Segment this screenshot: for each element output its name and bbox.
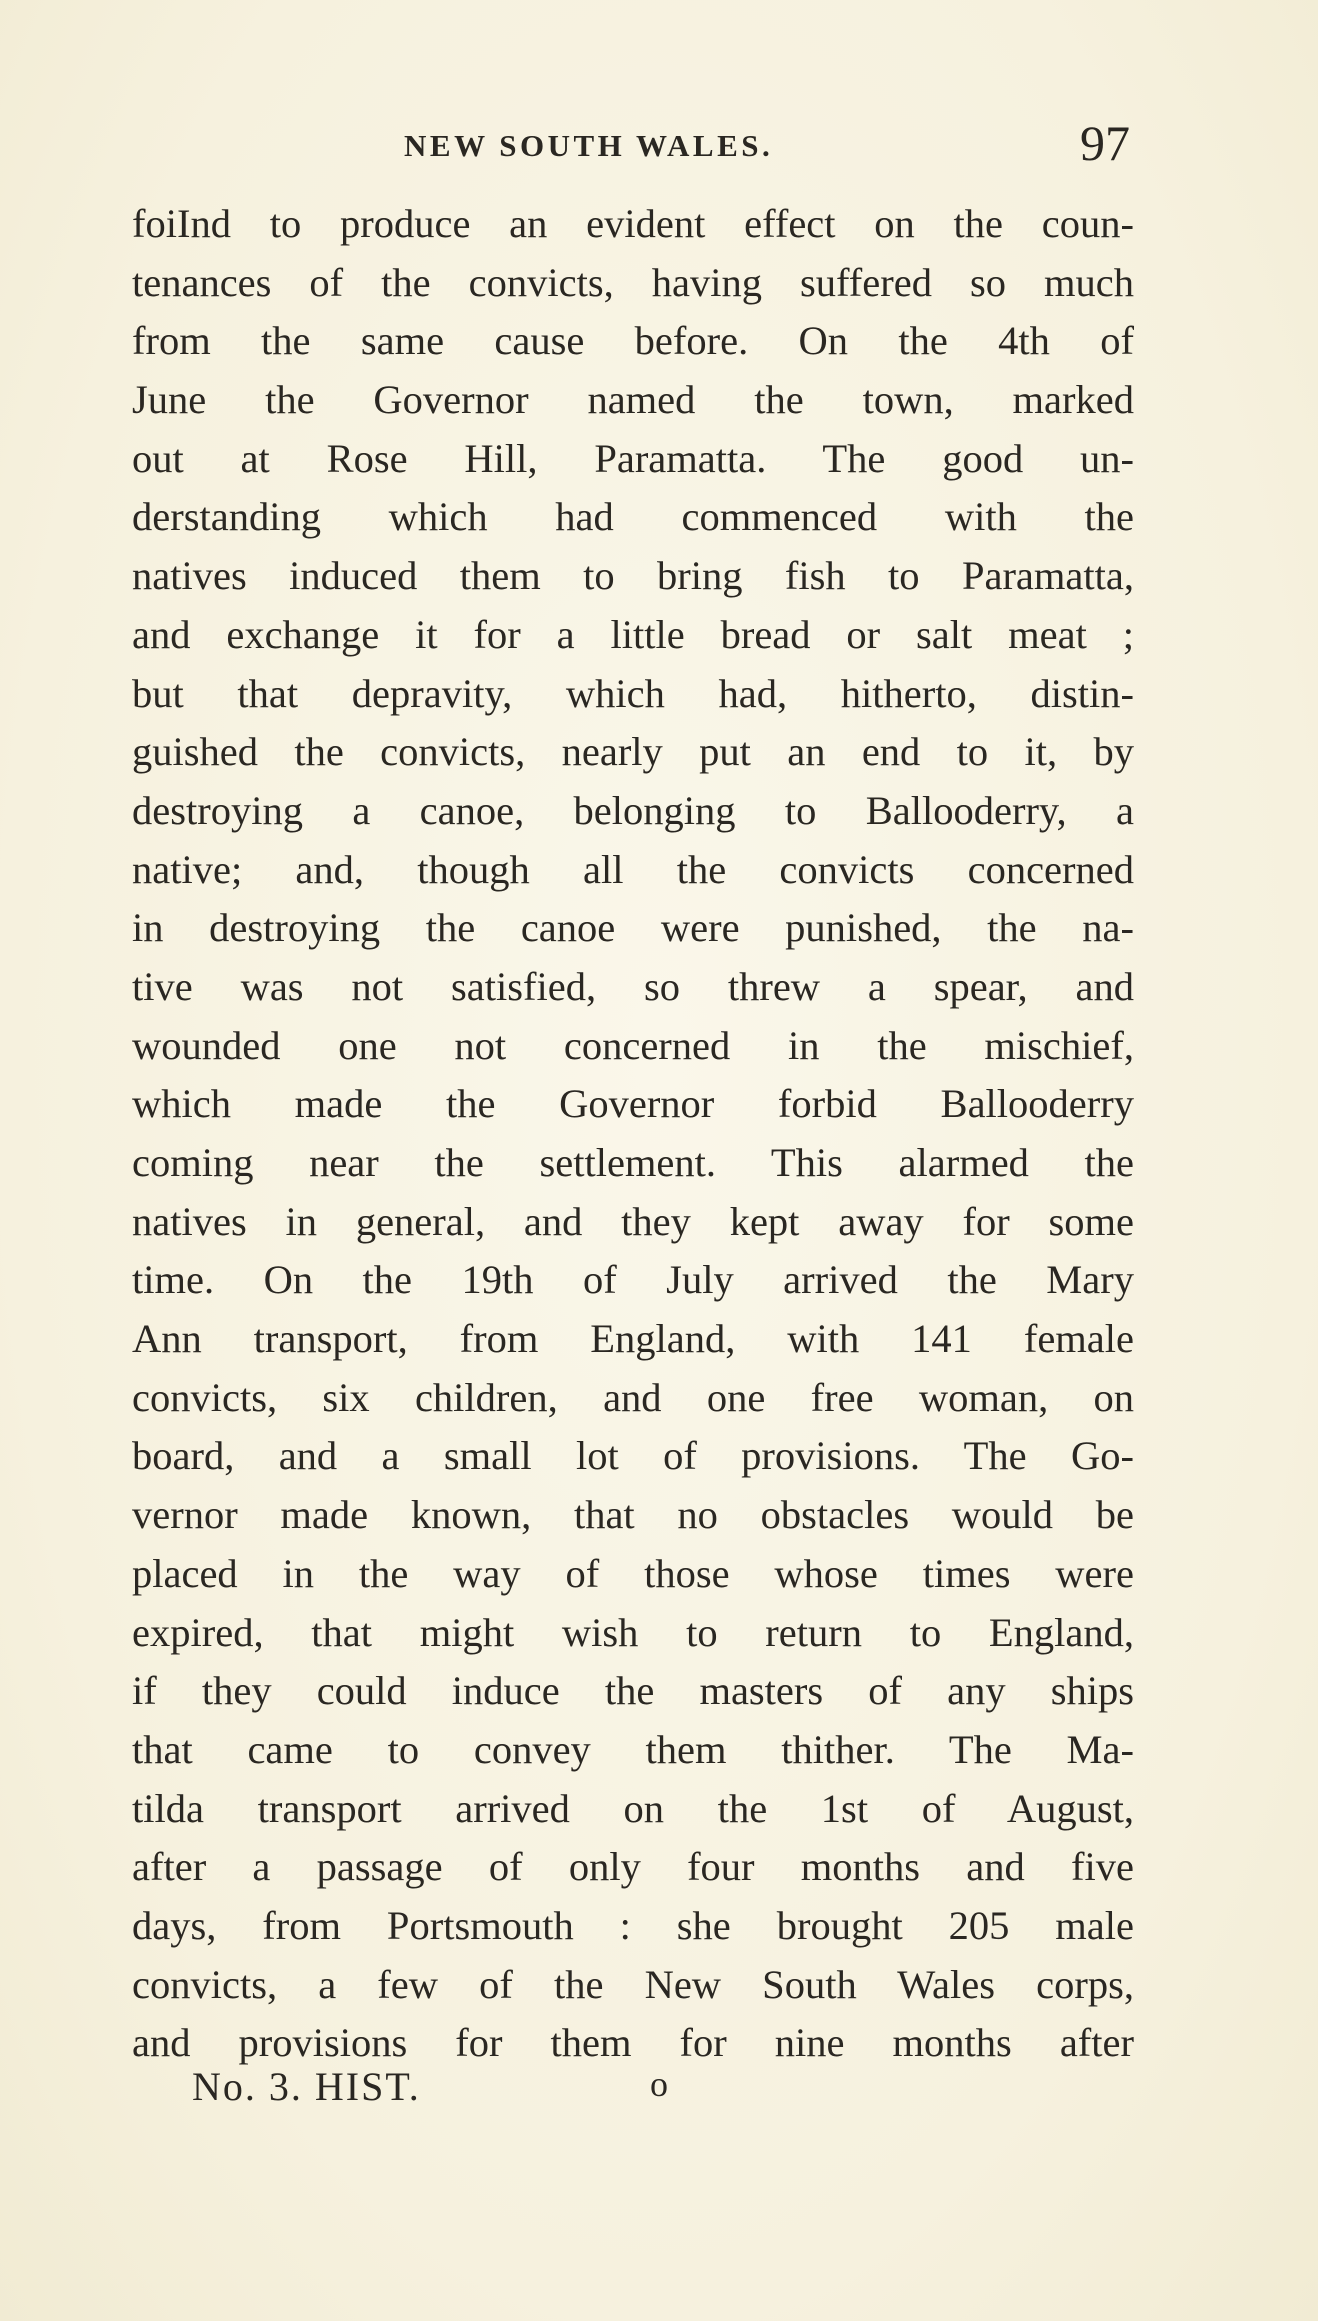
text-line: June the Governor named the town, marked <box>132 377 1134 423</box>
text-line: tive was not satisfied, so threw a spear, and <box>132 963 1134 1009</box>
text-line: but that depravity, which had, hitherto, distin- <box>132 670 1134 716</box>
running-title: NEW SOUTH WALES. <box>404 128 774 163</box>
text-line: guished the convicts, nearly put an end to it, by <box>132 729 1134 775</box>
text-line: vernor made known, that no obstacles would be <box>132 1492 1134 1538</box>
text-line: coming near the settlement. This alarmed the <box>132 1140 1134 1185</box>
text-line: expired, that might wish to return to England, <box>132 1609 1134 1655</box>
text-line: Ann transport, from England, with 141 female <box>132 1316 1134 1362</box>
text-line: board, and a small lot of provisions. The Go- <box>132 1433 1134 1479</box>
signature-mark: No. 3. HIST. <box>192 2064 421 2109</box>
text-line: tenances of the convicts, having suffered so much <box>132 259 1134 305</box>
text-line: destroying a canoe, belonging to Ballooderry, a <box>132 787 1134 833</box>
text-line: time. On the 19th of July arrived the Mary <box>132 1257 1134 1303</box>
text-line: and provisions for them for nine months after <box>132 2020 1134 2066</box>
text-line: foiInd to produce an evident effect on the coun- <box>132 201 1134 246</box>
page-footer <box>192 2063 792 2123</box>
text-line: natives in general, and they kept away for some <box>132 1198 1134 1244</box>
signature-letter: o <box>650 2064 668 2104</box>
text-line: natives induced them to bring fish to Paramatta, <box>132 553 1134 599</box>
text-line: that came to convey them thither. The Ma- <box>132 1726 1134 1772</box>
text-line: native; and, though all the convicts concerned <box>132 846 1134 892</box>
text-line: and exchange it for a little bread or salt meat ; <box>132 611 1134 657</box>
text-line: which made the Governor forbid Ballooderry <box>132 1081 1134 1127</box>
text-line: derstanding which had commenced with the <box>132 494 1134 540</box>
body-text <box>132 195 1134 2073</box>
text-line: tilda transport arrived on the 1st of August, <box>132 1785 1134 1831</box>
text-line: placed in the way of those whose times were <box>132 1550 1134 1596</box>
text-line: after a passage of only four months and five <box>132 1844 1134 1890</box>
text-line: wounded one not concerned in the mischief, <box>132 1022 1134 1068</box>
page-number: 97 <box>1080 115 1130 171</box>
text-line: if they could induce the masters of any ships <box>132 1668 1134 1714</box>
text-line: convicts, six children, and one free woman, on <box>132 1374 1134 1420</box>
text-line: in destroying the canoe were punished, the na- <box>132 905 1134 951</box>
text-line: from the same cause before. On the 4th of <box>132 318 1134 364</box>
text-line: days, from Portsmouth : she brought 205 male <box>132 1902 1134 1948</box>
text-line: convicts, a few of the New South Wales corps, <box>132 1961 1134 2007</box>
text-line: out at Rose Hill, Paramatta. The good un- <box>132 435 1134 481</box>
running-head <box>132 115 1132 178</box>
